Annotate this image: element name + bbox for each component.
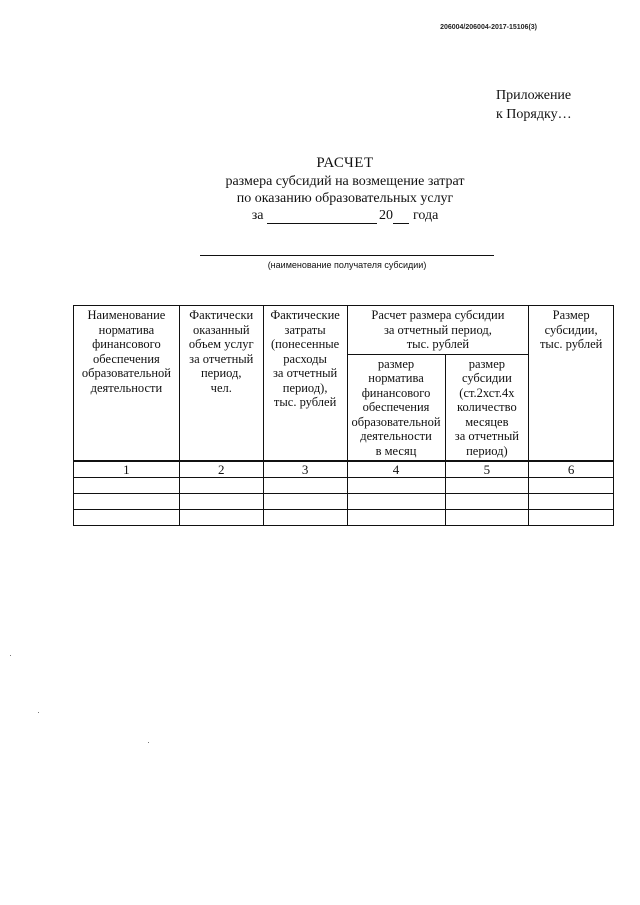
table-cell[interactable] [179,510,263,526]
year-prefix: 20 [378,208,393,223]
header-col-3: Фактические затраты (понесенные расходы за отчетный период), тыс. рублей [263,306,347,462]
table-cell[interactable] [74,510,180,526]
table-cell[interactable] [347,494,445,510]
appendix-note [496,86,572,124]
recipient-caption: (наименование получателя субсидии) [200,255,494,270]
header-col-5: размер субсидии (ст.2хст.4х количество месяцев за отчетный период) [445,354,529,461]
year-suffix: года [412,208,439,223]
title-line-2: размера субсидий на возмещение затрат [225,174,465,189]
table-cell[interactable] [347,510,445,526]
table-cell[interactable] [445,478,529,494]
column-number: 3 [263,461,347,478]
table-cell[interactable] [529,478,614,494]
table-row [74,494,614,510]
table-cell[interactable] [263,494,347,510]
subsidy-calculation-table [73,305,614,526]
table-cell[interactable] [529,510,614,526]
header-col-4: размер норматива финансового обеспечения образовательной деятельности в месяц [347,354,445,461]
table-cell[interactable] [347,478,445,494]
header-col-6: Размер субсидии, тыс. рублей [529,306,614,462]
table-cell[interactable] [529,494,614,510]
period-blank [267,211,377,224]
header-col-1: Наименование норматива финансового обеспечения образовательной деятельности [74,306,180,462]
scan-speck [10,655,11,656]
document-id: 206004/206004-2017-15106(3) [440,24,537,31]
table-row [74,510,614,526]
table-cell[interactable] [179,494,263,510]
table-cell[interactable] [445,494,529,510]
document-title [180,155,510,224]
header-group: Расчет размера субсидии за отчетный период, тыс. рублей [347,306,529,355]
table-cell[interactable] [445,510,529,526]
table-cell[interactable] [74,478,180,494]
scan-speck [148,742,149,743]
title-line-3: по оказанию образовательных услуг [236,191,454,206]
column-numbers-row [74,461,614,478]
table-cell[interactable] [263,478,347,494]
column-number: 4 [347,461,445,478]
table-cell[interactable] [179,478,263,494]
table-cell[interactable] [263,510,347,526]
header-row-1 [74,306,614,355]
column-number: 6 [529,461,614,478]
table-row [74,478,614,494]
header-col-2: Фактически оказанный объем услуг за отчетный период, чел. [179,306,263,462]
column-number: 1 [74,461,180,478]
title-main: РАСЧЕТ [316,155,374,171]
appendix-line-2: к Порядку… [496,107,572,122]
column-number: 5 [445,461,529,478]
scan-speck [38,712,39,713]
column-number: 2 [179,461,263,478]
title-period [180,207,510,224]
table-cell[interactable] [74,494,180,510]
year-blank [393,211,409,224]
period-prefix: за [251,208,264,223]
appendix-line-1: Приложение [496,88,572,103]
